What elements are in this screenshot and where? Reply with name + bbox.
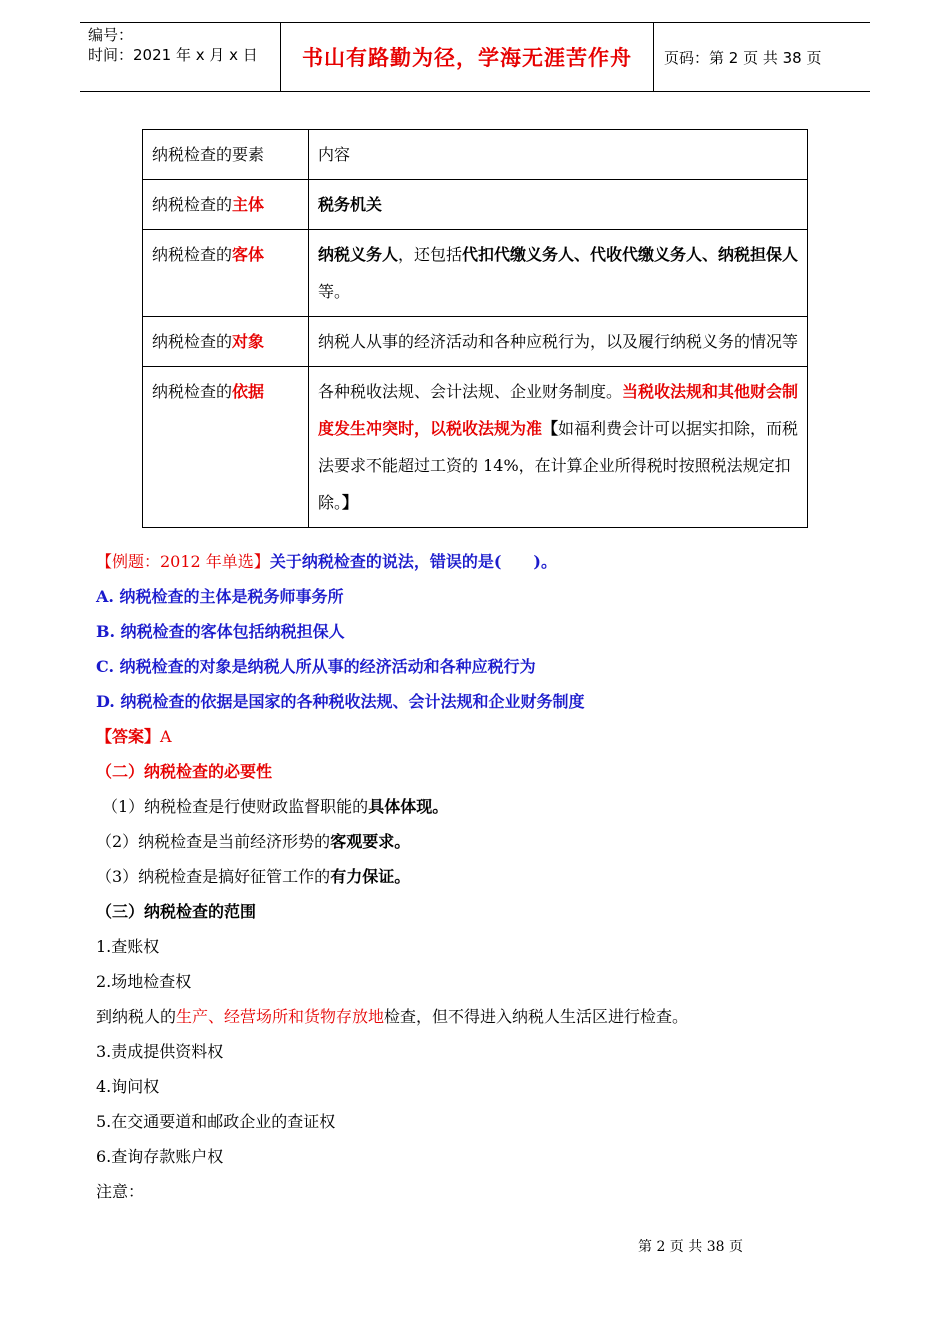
scope-item: 6.查询存款账户权 (96, 1147, 224, 1166)
table-cell: 内容 (309, 130, 808, 180)
body-text (96, 544, 816, 1209)
cell-text: 等。 (318, 282, 351, 301)
table-cell (309, 180, 808, 230)
table-row (143, 180, 808, 230)
cell-text: 代扣代缴义务人、代收代缴义务人、纳税担保人 (462, 245, 799, 264)
scope-item: 3.责成提供资料权 (96, 1042, 224, 1061)
table-cell: 纳税检查的要素 (143, 130, 309, 180)
scope-item: 4.询问权 (96, 1077, 160, 1096)
number-label: 编号： (88, 26, 134, 44)
header-page-info: 页码：第 2 页 共 38 页 (664, 48, 822, 67)
table-row (143, 367, 808, 528)
table-cell (143, 367, 309, 528)
necessity-heading: （二）纳税检查的必要性 (96, 762, 273, 781)
necessity-item: （2）纳税检查是当前经济形势的客观要求。 (96, 832, 411, 851)
cell-text: 【 (542, 419, 559, 438)
table-cell (309, 317, 808, 367)
table-cell (143, 180, 309, 230)
answer-label: 【答案】 (96, 727, 161, 746)
row-prefix: 纳税检查的 (152, 245, 233, 264)
table-cell (143, 230, 309, 317)
attention-label: 注意： (96, 1182, 145, 1201)
cell-text: 当税收法规和其他财会制度发生冲突时，以税收法规为准 (318, 382, 799, 438)
table-row (143, 230, 808, 317)
cell-text: 纳税人从事的经济活动和各种应税行为，以及履行纳税义务的情况等 (318, 332, 799, 351)
time-label: 时间：2021 年 x 月 x 日 (88, 46, 258, 64)
option-a: A. 纳税检查的主体是税务师事务所 (96, 587, 344, 606)
cell-text: ，还包括 (398, 245, 463, 264)
cell-text: 税务机关 (318, 195, 383, 214)
cell-text: 各种税收法规、会计法规、企业财务制度。 (318, 382, 623, 401)
header-motto: 书山有路勤为径，学海无涯苦作舟 (280, 23, 654, 91)
option-b: B. 纳税检查的客体包括纳税担保人 (96, 622, 345, 641)
table-cell (309, 367, 808, 528)
row-key: 对象 (232, 332, 265, 351)
scope-item: 5.在交通要道和邮政企业的查证权 (96, 1112, 336, 1131)
table-cell (309, 230, 808, 317)
example-question-text: 关于纳税检查的说法，错误的是( )。 (269, 552, 557, 571)
scope-heading: （三）纳税检查的范围 (96, 902, 257, 921)
page-footer: 第 2 页 共 38 页 (638, 1239, 743, 1255)
example-tag: 【例题：2012 年单选】 (96, 552, 270, 571)
necessity-item: （1）纳税检查是行使财政监督职能的具体体现。 (102, 797, 449, 816)
scope-item: 2.场地检查权 (96, 972, 192, 991)
table-row (143, 317, 808, 367)
cell-text: 】 (342, 493, 359, 512)
scope-note: 到纳税人的生产、经营场所和货物存放地检查，但不得进入纳税人生活区进行检查。 (96, 1007, 689, 1026)
necessity-item: （3）纳税检查是搞好征管工作的有力保证。 (96, 867, 411, 886)
example-question (96, 544, 816, 579)
row-prefix: 纳税检查的 (152, 382, 233, 401)
cell-text: 如福利费会计可以据实扣除，而税法要求不能超过工资的 14%，在计算企业所得税时按照税法规定扣除。 (318, 419, 799, 512)
option-d: D. 纳税检查的依据是国家的各种税收法规、会计法规和企业财务制度 (96, 692, 585, 711)
row-prefix: 纳税检查的 (152, 195, 233, 214)
cell-text: 纳税义务人 (318, 245, 399, 264)
row-prefix: 纳税检查的 (152, 332, 233, 351)
answer (96, 719, 816, 754)
header-meta (88, 25, 258, 65)
scope-item: 1.查账权 (96, 937, 160, 956)
row-key: 客体 (232, 245, 265, 264)
table-header-row (143, 130, 808, 180)
answer-value: A (160, 727, 172, 746)
elements-table (142, 129, 808, 528)
table-cell (143, 317, 309, 367)
option-c: C. 纳税检查的对象是纳税人所从事的经济活动和各种应税行为 (96, 657, 536, 676)
row-key: 主体 (232, 195, 265, 214)
page-header (80, 22, 870, 92)
row-key: 依据 (232, 382, 265, 401)
